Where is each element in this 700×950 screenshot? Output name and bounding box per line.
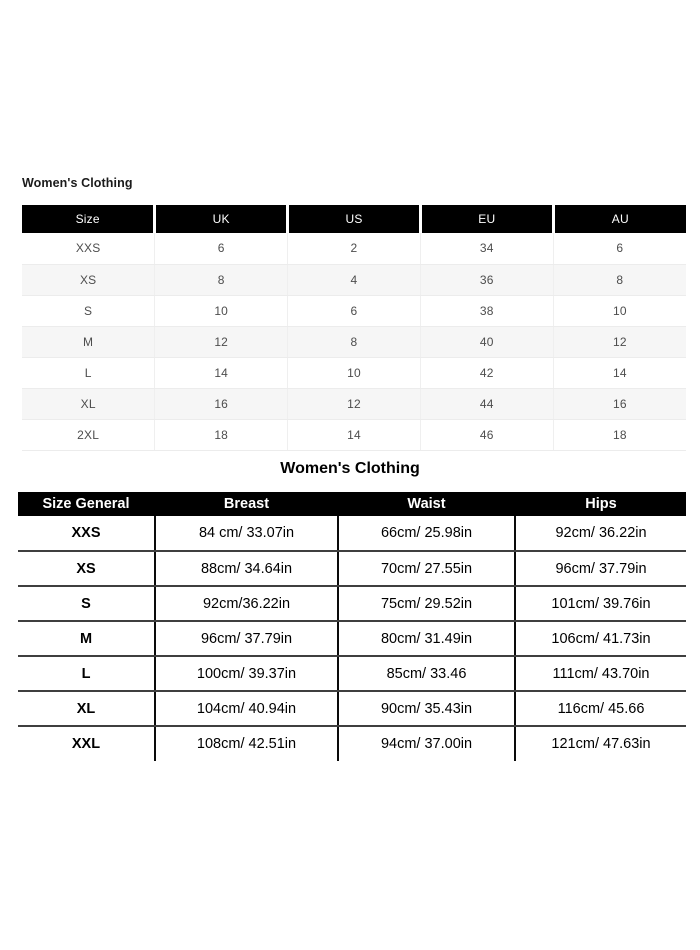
value-cell: 85cm/ 33.46	[338, 656, 515, 691]
value-cell: 46	[420, 419, 553, 450]
size-cell: 2XL	[22, 419, 155, 450]
column-header: Size General	[18, 492, 155, 516]
value-cell: 8	[553, 264, 686, 295]
size-cell: S	[22, 295, 155, 326]
size-cell: L	[22, 357, 155, 388]
size-cell: XXS	[22, 233, 155, 264]
value-cell: 18	[155, 419, 288, 450]
table-row	[22, 326, 686, 357]
value-cell: 14	[553, 357, 686, 388]
value-cell: 38	[420, 295, 553, 326]
value-cell: 16	[553, 388, 686, 419]
value-cell: 100cm/ 39.37in	[155, 656, 338, 691]
table-row	[22, 388, 686, 419]
column-header: Waist	[338, 492, 515, 516]
value-cell: 90cm/ 35.43in	[338, 691, 515, 726]
value-cell: 8	[288, 326, 421, 357]
size-cell: XS	[22, 264, 155, 295]
column-header: AU	[553, 205, 686, 233]
body-measurements-table	[18, 492, 686, 761]
value-cell: 40	[420, 326, 553, 357]
international-size-table	[22, 205, 686, 451]
column-header: Breast	[155, 492, 338, 516]
size-cell: M	[22, 326, 155, 357]
value-cell: 10	[288, 357, 421, 388]
table-row	[22, 233, 686, 264]
table-row	[18, 621, 686, 656]
value-cell: 111cm/ 43.70in	[515, 656, 686, 691]
value-cell: 12	[553, 326, 686, 357]
value-cell: 80cm/ 31.49in	[338, 621, 515, 656]
value-cell: 10	[155, 295, 288, 326]
value-cell: 121cm/ 47.63in	[515, 726, 686, 761]
table-row	[18, 586, 686, 621]
value-cell: 6	[553, 233, 686, 264]
value-cell: 8	[155, 264, 288, 295]
table-row	[22, 357, 686, 388]
table-row	[22, 295, 686, 326]
value-cell: 70cm/ 27.55in	[338, 551, 515, 586]
value-cell: 10	[553, 295, 686, 326]
size-cell: XL	[18, 691, 155, 726]
value-cell: 12	[155, 326, 288, 357]
table-row	[18, 656, 686, 691]
size-cell: S	[18, 586, 155, 621]
value-cell: 75cm/ 29.52in	[338, 586, 515, 621]
value-cell: 101cm/ 39.76in	[515, 586, 686, 621]
table-row	[18, 516, 686, 551]
header-row	[22, 205, 686, 233]
size-cell: XXS	[18, 516, 155, 551]
international-size-table-label: Women's Clothing	[22, 176, 133, 190]
value-cell: 96cm/ 37.79in	[155, 621, 338, 656]
value-cell: 18	[553, 419, 686, 450]
column-header: Size	[22, 205, 155, 233]
table-row	[18, 551, 686, 586]
value-cell: 16	[155, 388, 288, 419]
value-cell: 94cm/ 37.00in	[338, 726, 515, 761]
value-cell: 14	[155, 357, 288, 388]
table-row	[22, 419, 686, 450]
size-cell: XS	[18, 551, 155, 586]
table-row	[18, 691, 686, 726]
size-cell: M	[18, 621, 155, 656]
value-cell: 84 cm/ 33.07in	[155, 516, 338, 551]
value-cell: 96cm/ 37.79in	[515, 551, 686, 586]
value-cell: 108cm/ 42.51in	[155, 726, 338, 761]
value-cell: 4	[288, 264, 421, 295]
value-cell: 106cm/ 41.73in	[515, 621, 686, 656]
measurements-table-title: Women's Clothing	[280, 460, 420, 477]
value-cell: 6	[288, 295, 421, 326]
column-header: Hips	[515, 492, 686, 516]
header-row	[18, 492, 686, 516]
size-cell: XL	[22, 388, 155, 419]
table-row	[22, 264, 686, 295]
value-cell: 92cm/36.22in	[155, 586, 338, 621]
value-cell: 44	[420, 388, 553, 419]
value-cell: 88cm/ 34.64in	[155, 551, 338, 586]
value-cell: 42	[420, 357, 553, 388]
value-cell: 12	[288, 388, 421, 419]
value-cell: 34	[420, 233, 553, 264]
value-cell: 6	[155, 233, 288, 264]
value-cell: 116cm/ 45.66	[515, 691, 686, 726]
value-cell: 92cm/ 36.22in	[515, 516, 686, 551]
value-cell: 2	[288, 233, 421, 264]
size-cell: XXL	[71, 736, 101, 752]
size-cell: L	[18, 656, 155, 691]
value-cell: 36	[420, 264, 553, 295]
column-header: EU	[420, 205, 553, 233]
value-cell: 104cm/ 40.94in	[155, 691, 338, 726]
column-header: US	[288, 205, 421, 233]
value-cell: 14	[288, 419, 421, 450]
value-cell: 66cm/ 25.98in	[338, 516, 515, 551]
column-header: UK	[155, 205, 288, 233]
table-row	[18, 726, 686, 761]
